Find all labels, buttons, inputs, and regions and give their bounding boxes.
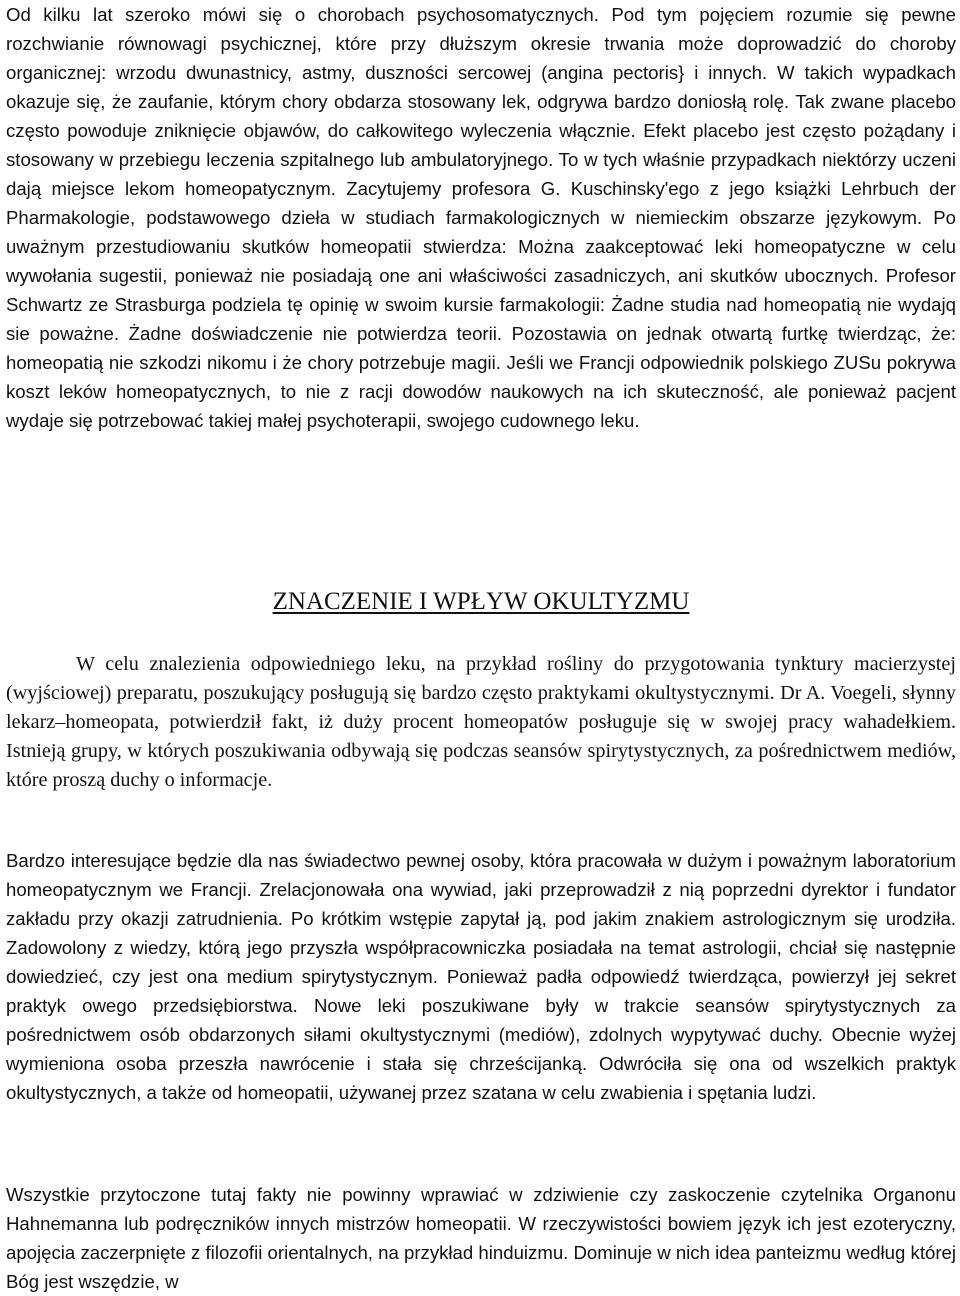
paragraph-occult-practices: W celu znalezienia odpowiedniego leku, na przykład rośliny do przygotowania tynktury macierzystej (wyjściowej) preparatu, poszukujący posługują się bardzo często praktykami okultystycznymi. Dr A. Voegeli, słynny lekarz–homeopata, potwierdził fakt, iż duży procent homeopatów posługuje się w swojej pracy wahadełkiem. Istnieją grupy, w których poszukiwania odbywają się podczas seansów spirytystycznych, za pośrednictwem mediów, które proszą duchy o informacje. xyxy=(6,653,956,791)
paragraph-psychosomatic: Od kilku lat szeroko mówi się o chorobach psychosomatycznych. Pod tym pojęciem rozumie się pewne rozchwianie równowagi psychicznej, które przy dłuższym okresie trwania może doprowadzić do choroby organicznej: wrzodu dwunastnicy, astmy, duszności sercowej (angina pectoris} i innych. W takich wypadkach okazuje się, że zaufanie, którym chory obdarza stosowany lek, odgrywa bardzo doniosłą rolę. Tak zwane placebo często powoduje zniknięcie objawów, do całkowitego wyleczenia włącznie. Efekt placebo jest często pożądany i stosowany w przebiegu leczenia szpitalnego lub ambulatoryjnego. To w tych właśnie przypadkach niektórzy uczeni dają miejsce lekom homeopatycznym. Zacytujemy profesora G. Kuschinsky'ego z jego książki Lehrbuch der Pharmakologie, podstawowego dzieła w studiach farmakologicznych w niemieckim obszarze językowym. Po uważnym przestudiowaniu skutków homeopatii stwierdza: Można zaakceptować leki homeopatyczne w celu wywołania sugestii, ponieważ nie posiadają one ani właściwości zasadniczych, ani skutków ubocznych. Profesor Schwartz ze Strasburga podziela tę opinię w swoim kursie farmakologii: Żadne studia nad homeopatią nie wydajq sie poważne. Żadne doświadczenie nie potwierdza teorii. Pozostawia on jednak otwartą furtkę twierdząc, że: homeopatią nie szkodzi nikomu i że chory potrzebuje magii. Jeśli we Francji odpowiednik polskiego ZUSu pokrywa koszt leków homeopatycznych, to nie z racji dowodów naukowych na ich skuteczność, ale ponieważ pacjent wydaje się potrzebować takiej małej psychoterapii, swojego cudownego leku. xyxy=(6,4,956,431)
paragraph-testimony: Bardzo interesujące będzie dla nas świadectwo pewnej osoby, która pracowała w dużym i poważnym laboratorium homeopatycznym we Francji. Zrelacjonowała ona wywiad, jaki przeprowadził z nią poprzedni dyrektor i fundator zakładu przy okazji zatrudnienia. Po krótkim wstępie zapytał ją, pod jakim znakiem astrologicznym się urodziła. Zadowolony z wiedzy, którą jego przyszła współpracowniczka posiadała na temat astrologii, chciał się następnie dowiedzieć, czy jest ona medium spirytystycznym. Ponieważ padła odpowiedź twierdząca, powierzył jej sekret praktyk owego przedsiębiorstwa. Nowe leki poszukiwane były w trakcie seansów spirytystycznych za pośrednictwem osób obdarzonych siłami okultystycznymi (mediów), zdolnych wypytywać duchy. Obecnie wyżej wymieniona osoba przeszła nawrócenie i stała się chrześcijanką. Odwróciła się ona od wszelkich praktyk okultystycznych, a także od homeopatii, używanej przez szatana w celu zwabienia i spętania ludzi. xyxy=(6,850,956,1103)
section-heading: ZNACZENIE I WPŁYW OKULTYZMU xyxy=(272,588,690,615)
paragraph-organon: Wszystkie przytoczone tutaj fakty nie powinny wprawiać w zdziwienie czy zaskoczenie czytelnika Organonu Hahnemanna lub podręczników innych mistrzów homeopatii. W rzeczywistości bowiem język ich jest ezoteryczny, apojęcia zaczerpnięte z filozofii orientalnych, na przykład hinduizmu. Dominuje w nich idea panteizmu według której Bóg jest wszędzie, w xyxy=(6,1184,956,1292)
